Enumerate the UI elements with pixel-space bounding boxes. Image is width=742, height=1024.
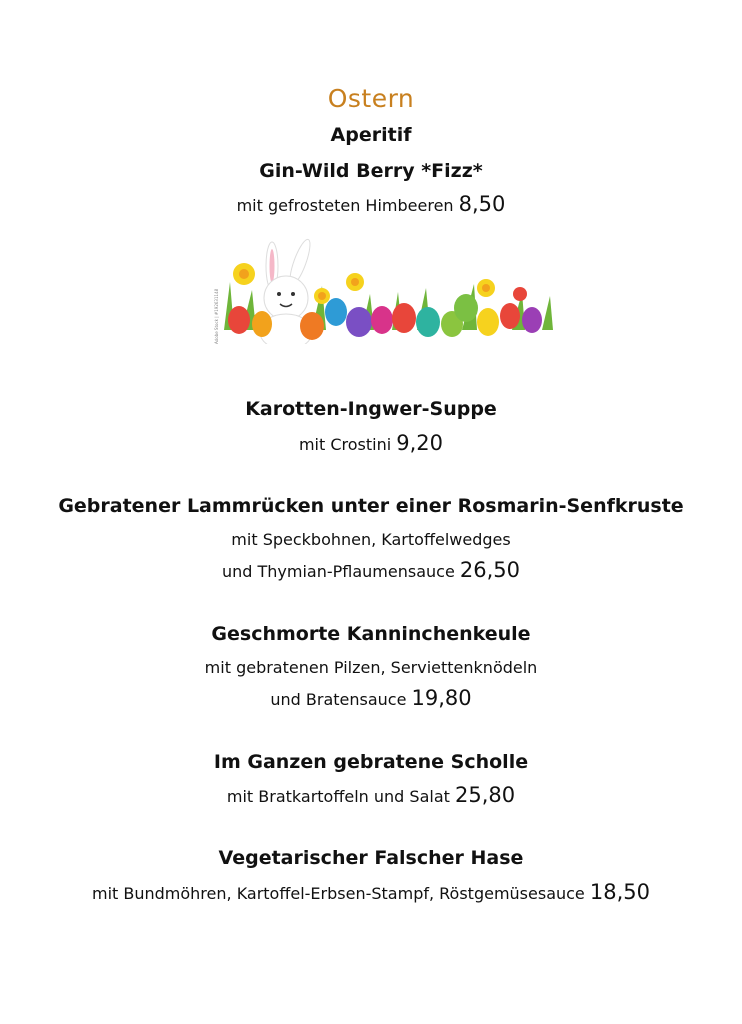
dish-description: und Thymian-Pflaumensauce [221,562,455,581]
dish-description-line [0,880,742,904]
aperitif-description: mit gefrosteten Himbeeren [236,196,454,215]
dish-name: Gebratener Lammrücken unter einer Rosmarin-Senfkruste [58,495,684,517]
dish-price: 9,20 [396,431,444,455]
page-title: Ostern [327,84,415,113]
dish-description-line [0,558,742,582]
dish-description: mit Bratkartoffeln und Salat [226,787,450,806]
dish-price: 19,80 [411,686,472,710]
dish-description: mit Speckbohnen, Kartoffelwedges [231,530,511,549]
dish-price: 26,50 [459,558,521,582]
aperitif-price: 8,50 [458,192,506,216]
dish-description-line [0,686,742,710]
dish-description: mit gebratenen Pilzen, Serviettenknödeln [204,658,538,677]
aperitif-line [0,192,742,216]
dish-name: Geschmorte Kanninchenkeule [211,623,531,645]
dish-description: und Bratensauce [270,690,407,709]
dish-description-line [0,783,742,807]
banner-side-text: Adobe Stock | #192631148 [214,288,219,344]
dish-price: 18,50 [589,880,650,904]
dish-name: Karotten-Ingwer-Suppe [245,398,497,420]
dish-name: Vegetarischer Falscher Hase [218,847,524,869]
dish-description: mit Crostini [298,435,392,454]
aperitif-name: Gin-Wild Berry *Fizz* [259,160,483,182]
aperitif-heading: Aperitif [330,124,412,146]
easter-banner-image [212,232,562,344]
dish-name: Im Ganzen gebratene Scholle [213,751,529,773]
dish-price: 25,80 [454,783,516,807]
dish-description: mit Bundmöhren, Kartoffel-Erbsen-Stampf, Röstgemüsesauce [91,884,585,903]
dish-description-line [0,431,742,455]
